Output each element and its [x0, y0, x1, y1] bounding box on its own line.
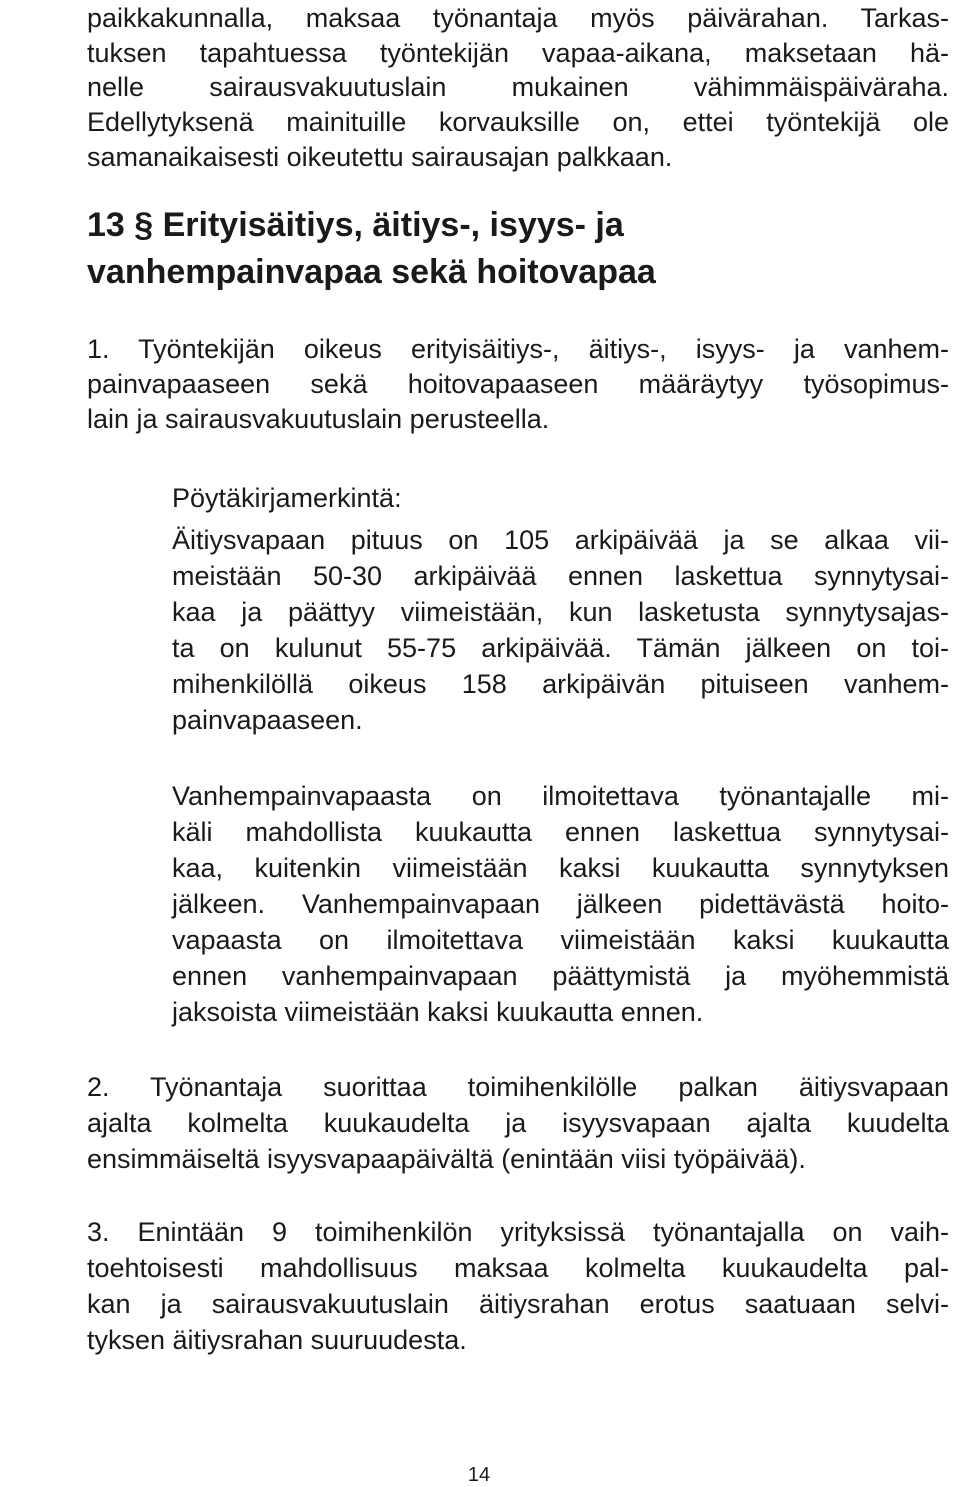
- text-line: jaksoista viimeistään kaksi kuukautta ennen.: [172, 997, 704, 1027]
- text-line: kaa ja päättyy viimeistään, kun lasketusta synnytysajas-: [172, 597, 949, 627]
- text-line: Äitiysvapaan pituus on 105 arkipäivää ja se alkaa vii-: [172, 525, 949, 555]
- text-line: 1. Työntekijän oikeus erityisäitiys-, äitiys-, isyys- ja vanhem-: [87, 334, 949, 364]
- text-line: ajalta kolmelta kuukaudelta ja isyysvapaan ajalta kuudelta: [87, 1108, 949, 1138]
- text-line: 2. Työnantaja suorittaa toimihenkilölle palkan äitiysvapaan: [87, 1072, 949, 1102]
- section-title-line: vanhempainvapaa sekä hoitovapaa: [87, 253, 656, 291]
- text-line: ennen vanhempainvapaan päättymistä ja myöhemmistä: [172, 961, 949, 991]
- page-number: 14: [467, 1464, 491, 1486]
- text-line: samanaikaisesti oikeutettu sairausajan palkkaan.: [87, 142, 673, 172]
- text-line: kan ja sairausvakuutuslain äitiysrahan erotus saatuaan selvi-: [87, 1289, 949, 1319]
- text-line: toehtoisesti mahdollisuus maksaa kolmelta kuukaudelta pal-: [87, 1253, 949, 1283]
- text-line: painvapaaseen.: [172, 705, 363, 735]
- text-line: ensimmäiseltä isyysvapaapäivältä (enintään viisi työpäivää).: [87, 1144, 806, 1174]
- text-line: kaa, kuitenkin viimeistään kaksi kuukautta synnytyksen: [172, 853, 949, 883]
- text-line: painvapaaseen sekä hoitovapaaseen määräytyy työsopimus-: [87, 369, 949, 399]
- text-line: Edellytyksenä mainituille korvauksille on, ettei työntekijä ole: [87, 107, 949, 137]
- text-line: paikkakunnalla, maksaa työnantaja myös päivärahan. Tarkas-: [87, 3, 949, 33]
- text-line: tuksen tapahtuessa työntekijän vapaa-aikana, maksetaan hä-: [87, 38, 949, 68]
- text-line: meistään 50-30 arkipäivää ennen laskettua synnytysai-: [172, 561, 949, 591]
- text-line: vapaasta on ilmoitettava viimeistään kaksi kuukautta: [172, 925, 949, 955]
- text-line: käli mahdollista kuukautta ennen laskettua synnytysai-: [172, 817, 949, 847]
- text-line: lain ja sairausvakuutuslain perusteella.: [87, 404, 550, 434]
- text-line: ta on kulunut 55-75 arkipäivää. Tämän jälkeen on toi-: [172, 633, 949, 663]
- section-title-line: 13 § Erityisäitiys, äitiys-, isyys- ja: [87, 206, 624, 244]
- protocol-note-label: Pöytäkirjamerkintä:: [172, 483, 402, 513]
- text-line: Vanhempainvapaasta on ilmoitettava työnantajalle mi-: [172, 781, 949, 811]
- text-line: mihenkilöllä oikeus 158 arkipäivän pituiseen vanhem-: [172, 669, 949, 699]
- text-line: 3. Enintään 9 toimihenkilön yrityksissä työnantajalla on vaih-: [87, 1217, 949, 1247]
- text-line: jälkeen. Vanhempainvapaan jälkeen pidettävästä hoito-: [172, 889, 949, 919]
- text-line: nelle sairausvakuutuslain mukainen vähimmäispäiväraha.: [87, 72, 949, 102]
- text-line: tyksen äitiysrahan suuruudesta.: [87, 1325, 467, 1355]
